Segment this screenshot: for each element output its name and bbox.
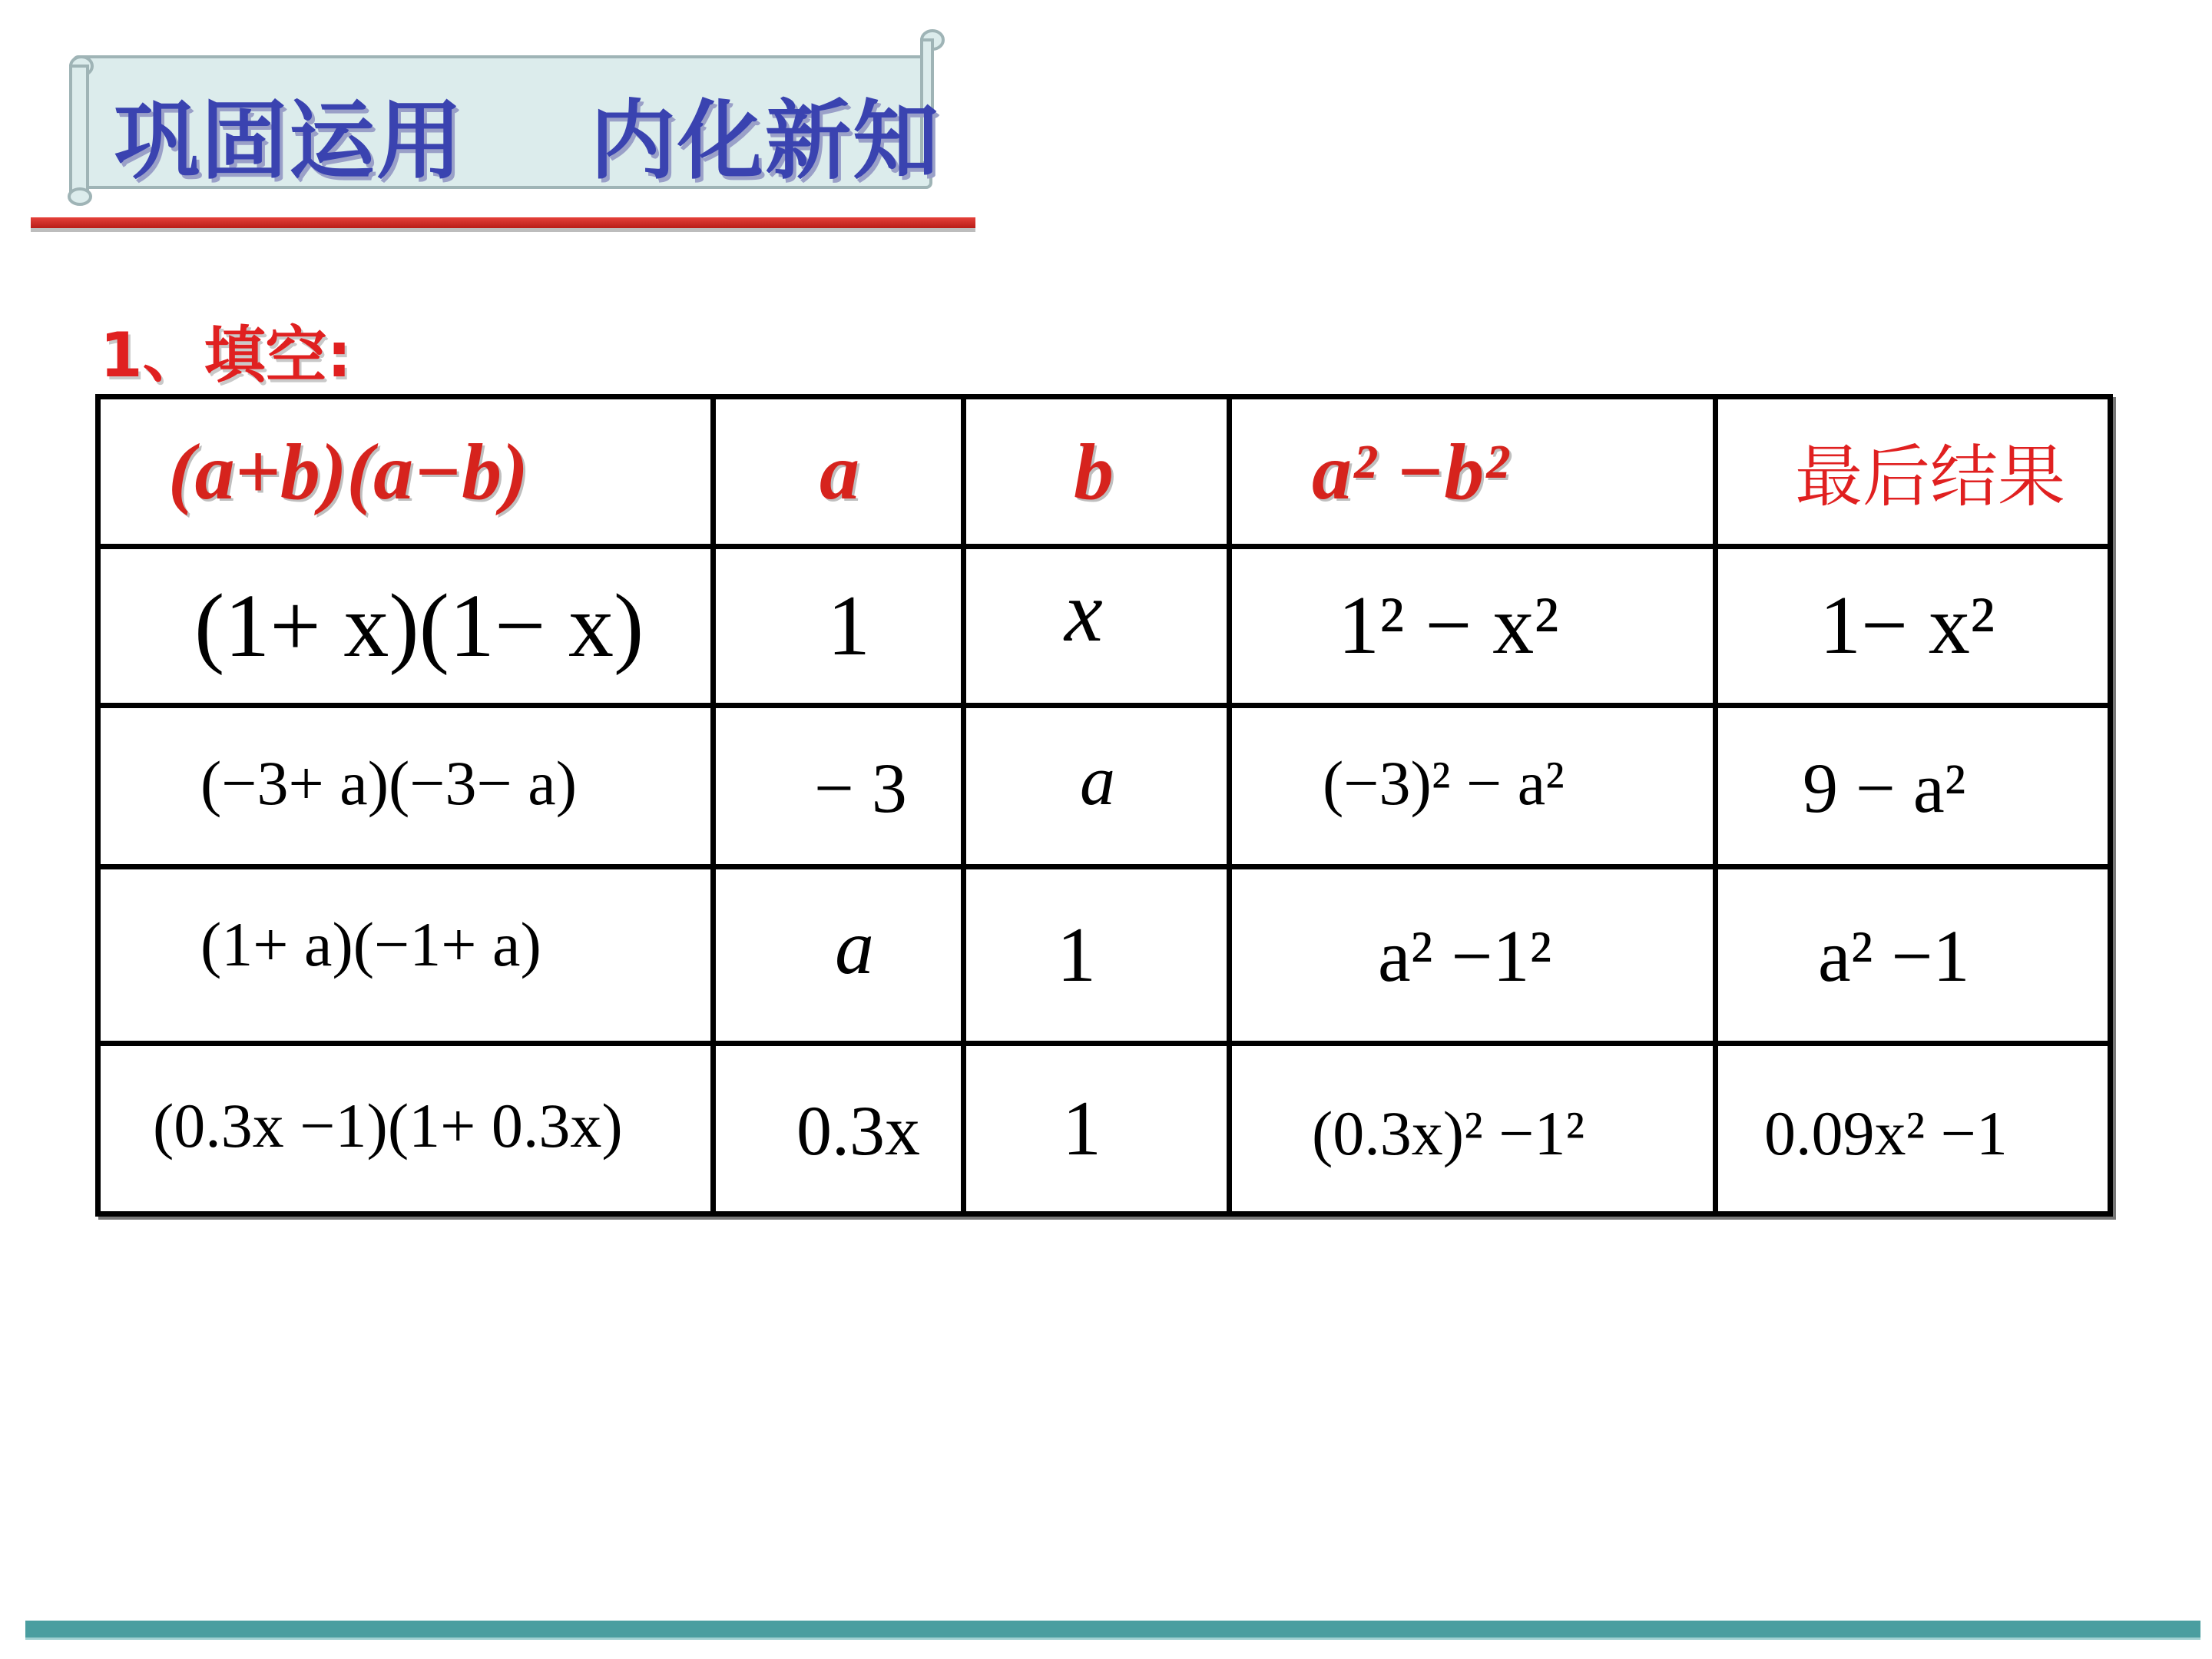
header-expression: (a+b)(a−b) <box>168 427 528 516</box>
table-row <box>98 706 2111 867</box>
table-header-row <box>98 397 2111 547</box>
table-cell: (1+ a)(−1+ a) <box>98 867 714 1044</box>
table-cell: a² −1² <box>1230 867 1716 1044</box>
table-cell: a <box>964 706 1230 867</box>
table-cell: 1 <box>964 1044 1230 1214</box>
header-cell <box>1230 397 1716 547</box>
table-cell: 1 <box>714 547 964 706</box>
header-difference: a² −b² <box>1312 427 1508 516</box>
table-cell: (0.3x)² −1² <box>1230 1044 1716 1214</box>
table-row <box>98 867 2111 1044</box>
table-cell: 0.09x² −1 <box>1716 1044 2111 1214</box>
page-title: 巩固运用 内化新知 <box>114 91 940 191</box>
header-result: 最后结果 <box>1795 437 2066 516</box>
header-cell <box>714 397 964 547</box>
table-cell: a <box>714 867 964 1044</box>
header-cell <box>964 397 1230 547</box>
title-underline <box>31 217 975 228</box>
table-cell: (0.3x −1)(1+ 0.3x) <box>98 1044 714 1214</box>
table-cell: a² −1 <box>1716 867 2111 1044</box>
table-cell: (−3)² − a² <box>1230 706 1716 867</box>
table-cell: − 3 <box>714 706 964 867</box>
table-cell: (−3+ a)(−3− a) <box>98 706 714 867</box>
title-banner <box>65 29 948 206</box>
table-cell: 9 − a² <box>1716 706 2111 867</box>
exercise-heading: 1、填空: <box>100 320 352 391</box>
header-cell <box>98 397 714 547</box>
header-b: b <box>1074 427 1114 516</box>
table-row <box>98 547 2111 706</box>
table-cell: 1² − x² <box>1230 547 1716 706</box>
table-cell: x <box>964 547 1230 706</box>
bottom-rule <box>25 1621 2200 1637</box>
header-cell <box>1716 397 2111 547</box>
table-cell: 1− x² <box>1716 547 2111 706</box>
fill-in-table <box>95 394 2113 1217</box>
table-cell: 0.3x <box>714 1044 964 1214</box>
table-cell: 1 <box>964 867 1230 1044</box>
table-cell: (1+ x)(1− x) <box>98 547 714 706</box>
table-row <box>98 1044 2111 1214</box>
header-a: a <box>820 427 859 516</box>
